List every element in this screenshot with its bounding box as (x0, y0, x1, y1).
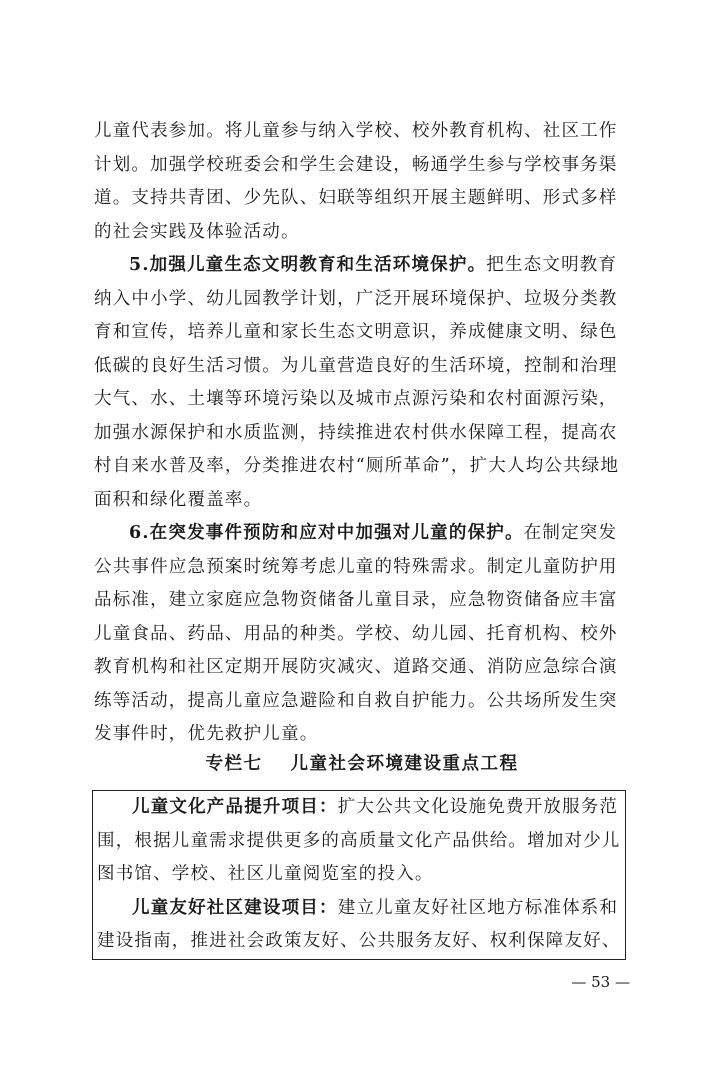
text-line: 儿童食品、药品、用品的种类。学校、幼儿园、托育机构、校外 (94, 623, 618, 644)
text-line: 面积和绿化覆盖率。 (94, 489, 263, 510)
text-line: 儿童代表参加。将儿童参与纳入学校、校外教育机构、社区工作 (94, 121, 618, 141)
text-line: 练等活动，提高儿童应急避险和自救自护能力。公共场所发生突 (94, 690, 618, 711)
text-line: 建设指南，推进社会政策友好、公共服务友好、权利保障友好、 (97, 931, 621, 951)
item6-first-line-rest: 在制定突发 (523, 523, 618, 543)
column-box (92, 790, 626, 960)
text-line: 育和宣传，培养儿童和家长生态文明意识，养成健康文明、绿色 (94, 322, 618, 342)
text-line: 围，根据儿童需求提供更多的高质量文化产品供给。增加对少儿 (97, 830, 621, 851)
text-line: 计划。加强学校班委会和学生会建设，畅通学生参与学校事务渠 (94, 154, 618, 175)
item6-heading: 6.在突发事件预防和应对中加强对儿童的保护。 (129, 523, 524, 543)
project2-first-line-rest: 建立儿童友好社区地方标准体系和 (337, 897, 619, 918)
text-line: 图书馆、学校、社区儿童阅览室的投入。 (97, 864, 434, 884)
item5-paragraph (94, 249, 630, 517)
text-line: 加强水源保护和水质监测，持续推进农村供水保障工程，提高农 (94, 422, 618, 443)
item5-first-line (94, 249, 630, 283)
project2-first-line (97, 892, 625, 926)
text-line: 发事件时，优先救护儿童。 (94, 724, 319, 744)
text-line: 公共事件应急预案时统筹考虑儿童的特殊需求。制定儿童防护用 (94, 556, 618, 577)
item6-paragraph (94, 517, 630, 752)
text-line: 教育机构和社区定期开展防灾减灾、道路交通、消防应急综合演 (94, 657, 618, 677)
project2-heading: 儿童友好社区建设项目： (132, 897, 338, 918)
column-title-text: 儿童社会环境建设重点工程 (290, 754, 519, 774)
project1-heading: 儿童文化产品提升项目： (132, 797, 338, 817)
project1-first-line (97, 791, 625, 825)
column-title (94, 749, 630, 779)
project1-first-line-rest: 扩大公共文化设施免费开放服务范 (337, 797, 619, 817)
column-label: 专栏七 (205, 754, 263, 774)
page-number: — 53 — (571, 973, 630, 991)
text-line: 村自来水普及率，分类推进农村“厕所革命”，扩大人均公共绿地 (94, 456, 620, 476)
intro-paragraph (94, 115, 630, 249)
column-box-content (97, 791, 625, 959)
item5-first-line-rest: 把生态文明教育 (486, 255, 618, 275)
text-line: 低碳的良好生活习惯。为儿童营造良好的生活环境，控制和治理 (94, 355, 618, 376)
text-line: 道。支持共青团、少先队、妇联等组织开展主题鲜明、形式多样 (94, 188, 618, 208)
item6-first-line (94, 517, 630, 551)
text-line: 品标准，建立家庭应急物资储备儿童目录，应急物资储备应丰富 (94, 590, 618, 610)
item5-heading: 5.加强儿童生态文明教育和生活环境保护。 (129, 255, 487, 275)
text-line: 的社会实践及体验活动。 (94, 221, 300, 242)
text-line: 纳入中小学、幼儿园教学计划，广泛开展环境保护、垃圾分类教 (94, 288, 618, 309)
text-line: 大气、水、土壤等环境污染以及城市点源污染和农村面源污染， (94, 389, 618, 409)
